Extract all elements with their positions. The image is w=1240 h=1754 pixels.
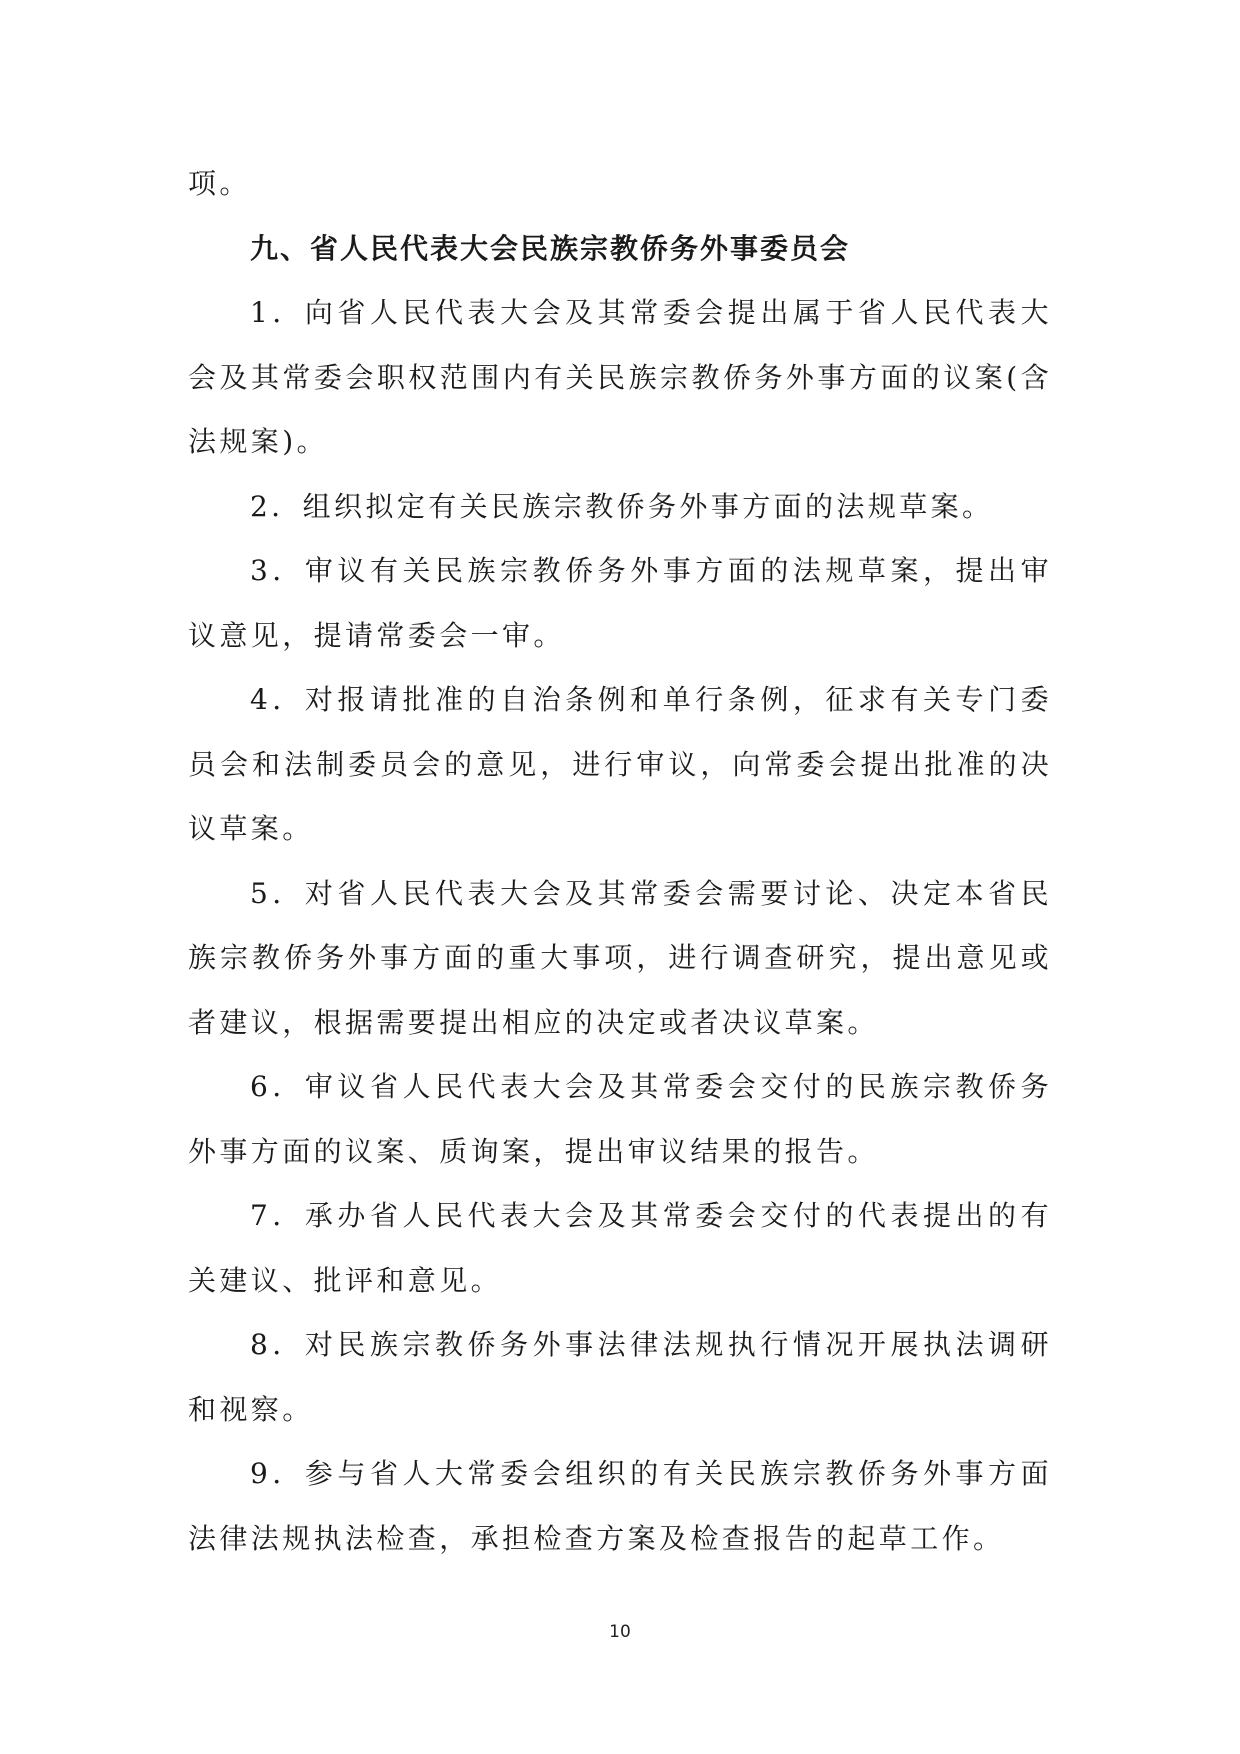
- section-heading: 九、省人民代表大会民族宗教侨务外事委员会: [250, 231, 851, 265]
- list-item: 5．对省人民代表大会及其常委会需要讨论、决定本省民族宗教侨务外事方面的重大事项，进行调查研究，提出意见或者建议，根据需要提出相应的决定或者决议草案。: [188, 876, 1052, 1039]
- document-page: [188, 152, 1052, 1571]
- list-item: 1．向省人民代表大会及其常委会提出属于省人民代表大会及其常委会职权范围内有关民族宗教侨务外事方面的议案(含法规案)。: [188, 296, 1052, 458]
- list-item: 7．承办省人民代表大会及其常委会交付的代表提出的有关建议、批评和意见。: [188, 1199, 1052, 1297]
- list-item: 4．对报请批准的自治条例和单行条例，征求有关专门委员会和法制委员会的意见，进行审议，向常委会提出批准的决议草案。: [188, 683, 1052, 845]
- list-item: 6．审议省人民代表大会及其常委会交付的民族宗教侨务外事方面的议案、质询案，提出审议结果的报告。: [188, 1070, 1052, 1168]
- continuation-text: 项。: [188, 167, 251, 200]
- page-number: 10: [609, 1622, 631, 1642]
- list-item: 2．组织拟定有关民族宗教侨务外事方面的法规草案。: [250, 489, 994, 523]
- list-item: 8．对民族宗教侨务外事法律法规执行情况开展执法调研和视察。: [188, 1328, 1052, 1426]
- list-item: 9．参与省人大常委会组织的有关民族宗教侨务外事方面法律法规执法检查，承担检查方案及检查报告的起草工作。: [188, 1457, 1052, 1555]
- list-item: 3．审议有关民族宗教侨务外事方面的法规草案，提出审议意见，提请常委会一审。: [188, 554, 1052, 652]
